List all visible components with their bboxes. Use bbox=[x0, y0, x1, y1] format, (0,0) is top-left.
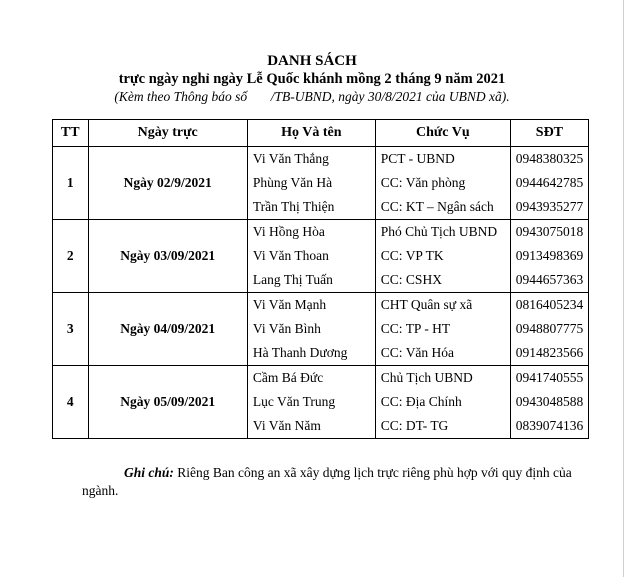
document-title: DANH SÁCH bbox=[267, 53, 357, 69]
phones-cell bbox=[510, 366, 588, 439]
person-name: Lục Văn Trung bbox=[252, 394, 336, 409]
phones-cell bbox=[510, 220, 588, 293]
phone-number: 0941740555 bbox=[515, 370, 584, 385]
header-date: Ngày trực bbox=[88, 120, 247, 147]
person-name: Vi Văn Bình bbox=[252, 321, 321, 336]
duty-roster-table bbox=[52, 119, 589, 439]
duty-date: Ngày 03/09/2021 bbox=[88, 220, 247, 293]
phone-number: 0839074136 bbox=[515, 418, 584, 433]
table-row bbox=[53, 147, 589, 220]
phones-cell bbox=[510, 293, 588, 366]
person-role: Chủ Tịch UBND bbox=[380, 370, 473, 385]
person-role: CC: Văn phòng bbox=[380, 175, 466, 190]
roles-cell bbox=[375, 366, 510, 439]
person-name: Vi Văn Mạnh bbox=[252, 297, 327, 312]
names-cell bbox=[247, 366, 375, 439]
table-row bbox=[53, 293, 589, 366]
person-role: CC: Văn Hóa bbox=[380, 345, 455, 360]
phone-number: 0943048588 bbox=[515, 394, 584, 409]
names-cell bbox=[247, 147, 375, 220]
phone-number: 0948807775 bbox=[515, 321, 584, 336]
person-role: Phó Chủ Tịch UBND bbox=[380, 224, 498, 239]
names-cell bbox=[247, 220, 375, 293]
person-name: Vi Văn Thắng bbox=[252, 151, 329, 166]
table-header-row bbox=[53, 120, 589, 147]
person-name: Hà Thanh Dương bbox=[252, 345, 348, 360]
phone-number: 0944657363 bbox=[515, 272, 584, 287]
header-tt: TT bbox=[53, 120, 89, 147]
person-role: CHT Quân sự xã bbox=[380, 297, 473, 312]
person-role: CC: KT – Ngân sách bbox=[380, 199, 494, 214]
table-row bbox=[53, 366, 589, 439]
phone-number: 0948380325 bbox=[515, 151, 584, 166]
roles-cell bbox=[375, 220, 510, 293]
person-role: CC: DT- TG bbox=[380, 418, 449, 433]
phones-cell bbox=[510, 147, 588, 220]
person-role: CC: VP TK bbox=[380, 248, 444, 263]
person-name: Vi Văn Năm bbox=[252, 418, 321, 433]
duty-date: Ngày 02/9/2021 bbox=[88, 147, 247, 220]
person-name: Vi Hồng Hòa bbox=[252, 224, 325, 239]
footnote-label: Ghi chú: bbox=[124, 465, 174, 480]
roles-cell bbox=[375, 293, 510, 366]
duty-date: Ngày 05/09/2021 bbox=[88, 366, 247, 439]
duty-date: Ngày 04/09/2021 bbox=[88, 293, 247, 366]
person-name: Trần Thị Thiện bbox=[252, 199, 335, 214]
person-role: PCT - UBND bbox=[380, 151, 455, 166]
footnote-text: Riêng Ban công an xã xây dựng lịch trực riêng phù hợp với quy định của ngành. bbox=[82, 465, 572, 498]
table-row bbox=[53, 220, 589, 293]
phone-number: 0913498369 bbox=[515, 248, 584, 263]
row-number: 3 bbox=[53, 293, 89, 366]
roles-cell bbox=[375, 147, 510, 220]
row-number: 1 bbox=[53, 147, 89, 220]
phone-number: 0944642785 bbox=[515, 175, 584, 190]
header-name: Họ Và tên bbox=[247, 120, 375, 147]
person-name: Phùng Văn Hà bbox=[252, 175, 333, 190]
phone-number: 0943075018 bbox=[515, 224, 584, 239]
footnote bbox=[82, 464, 582, 500]
document-subtitle: trực ngày nghỉ ngày Lễ Quốc khánh mồng 2 tháng 9 năm 2021 bbox=[118, 71, 506, 87]
phone-number: 0914823566 bbox=[515, 345, 584, 360]
person-name: Lang Thị Tuấn bbox=[252, 272, 333, 287]
names-cell bbox=[247, 293, 375, 366]
header-role: Chức Vụ bbox=[375, 120, 510, 147]
phone-number: 0943935277 bbox=[515, 199, 584, 214]
row-number: 2 bbox=[53, 220, 89, 293]
phone-number: 0816405234 bbox=[515, 297, 584, 312]
reference-note: (Kèm theo Thông báo số /TB-UBND, ngày 30/8/2021 của UBND xã). bbox=[114, 89, 510, 104]
person-role: CC: Địa Chính bbox=[380, 394, 462, 409]
row-number: 4 bbox=[53, 366, 89, 439]
person-role: CC: TP - HT bbox=[380, 321, 451, 336]
person-role: CC: CSHX bbox=[380, 272, 442, 287]
header-phone: SĐT bbox=[510, 120, 588, 147]
person-name: Cầm Bá Đức bbox=[252, 370, 324, 385]
person-name: Vi Văn Thoan bbox=[252, 248, 329, 263]
